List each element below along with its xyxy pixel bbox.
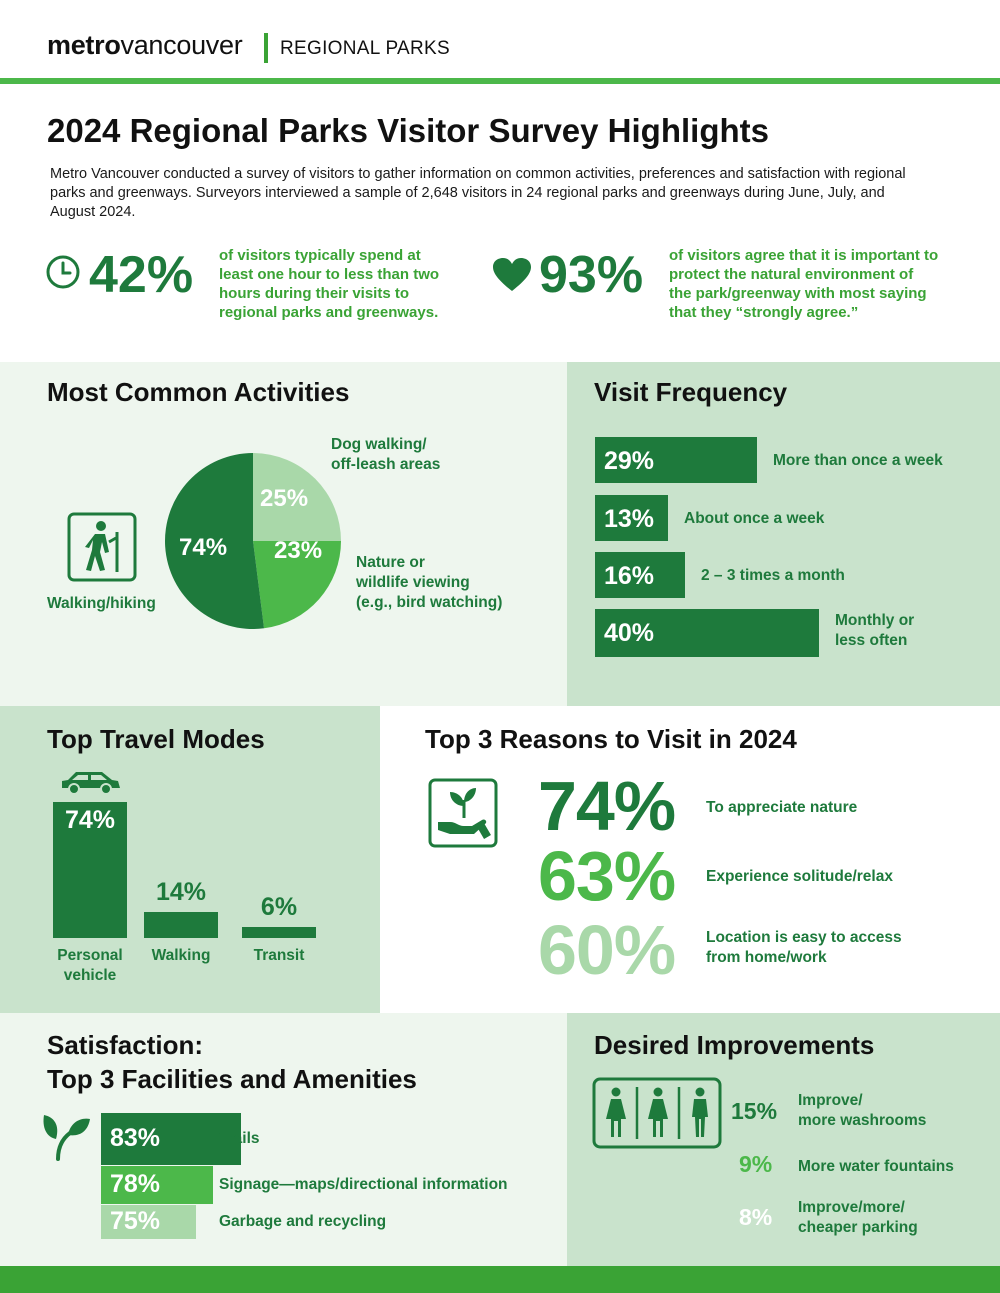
stat-42-value: 42% <box>89 246 194 304</box>
reason-value: 63% <box>538 837 676 915</box>
reason-label: Experience solitude/relax <box>706 868 893 885</box>
hiker-icon <box>67 512 137 587</box>
improvements-panel <box>567 1013 1000 1266</box>
reasons-panel <box>380 706 1000 1013</box>
reason-label: Location is easy to access from home/work <box>706 929 902 966</box>
travel-label: Transit <box>253 947 305 964</box>
pie-dog-value: 25% <box>260 485 309 512</box>
pie-walking-value: 74% <box>179 534 228 561</box>
plant-in-hand-icon <box>428 778 498 853</box>
frequency-label: About once a week <box>684 510 825 527</box>
satisfaction-title-line-1: Satisfaction: <box>47 1030 204 1060</box>
header-rule <box>0 78 1000 84</box>
leaf-sprout-icon <box>40 1109 92 1166</box>
travel-label: Walking <box>151 947 211 964</box>
heart-icon <box>492 257 532 298</box>
washroom-people-icon <box>592 1077 722 1154</box>
reason-label: To appreciate nature <box>706 799 858 816</box>
frequency-label: Monthly or less often <box>835 612 915 649</box>
satisfaction-label: Signage—maps/directional information <box>219 1176 508 1193</box>
travel-label: Personal vehicle <box>57 947 123 984</box>
improvement-label: More water fountains <box>798 1158 954 1175</box>
improvement-value: 15% <box>731 1098 778 1124</box>
frequency-label: More than once a week <box>773 452 943 469</box>
nature-viewing-label: Nature or wildlife viewing (e.g., bird watching) <box>356 554 503 611</box>
stat-42-text: of visitors typically spend at least one hour to less than two hours during their visits to regional parks and greenways. <box>219 247 440 321</box>
frequency-title: Visit Frequency <box>594 377 788 407</box>
page-title: 2024 Regional Parks Visitor Survey Highlights <box>47 112 769 149</box>
travel-value: 14% <box>155 878 207 906</box>
frequency-value: 13% <box>604 505 655 533</box>
satisfaction-label: Trails <box>219 1130 260 1147</box>
frequency-value: 16% <box>604 562 655 590</box>
reason-value: 60% <box>538 911 676 989</box>
car-icon <box>58 770 122 801</box>
travel-title: Top Travel Modes <box>47 724 265 754</box>
travel-value: 6% <box>260 893 298 921</box>
travel-bar <box>144 912 218 938</box>
satisfaction-value: 78% <box>110 1170 161 1198</box>
improvement-label: Improve/more/ cheaper parking <box>798 1199 918 1236</box>
frequency-label: 2 – 3 times a month <box>701 567 845 584</box>
travel-bar <box>242 927 316 938</box>
improvement-label: Improve/ more washrooms <box>798 1092 927 1129</box>
brand-logo: metrovancouver <box>47 30 243 60</box>
satisfaction-value: 83% <box>110 1124 161 1152</box>
stat-93-value: 93% <box>539 246 644 304</box>
frequency-panel <box>567 362 1000 706</box>
intro-paragraph: Metro Vancouver conducted a survey of visitors to gather information on common activities, preferences and satisfaction with regional parks and greenways. Surveyors interviewed a sample of 2,648 visitors in 24 regional parks and greenways during June, July, and August 2024. <box>50 166 906 220</box>
satisfaction-title-line-2: Top 3 Facilities and Amenities <box>47 1064 417 1094</box>
header <box>0 0 1000 84</box>
clock-icon <box>45 254 81 295</box>
frequency-value: 29% <box>604 447 655 475</box>
frequency-value: 40% <box>604 619 655 647</box>
reasons-title: Top 3 Reasons to Visit in 2024 <box>425 724 797 754</box>
satisfaction-value: 75% <box>110 1207 161 1235</box>
satisfaction-label: Garbage and recycling <box>219 1213 387 1230</box>
activities-panel <box>0 362 567 706</box>
improvement-value: 9% <box>739 1151 773 1177</box>
stat-93-text: of visitors agree that it is important to protect the natural environment of the park/greenway with most saying that they “strongly agree.” <box>669 247 939 321</box>
satisfaction-panel <box>0 1013 567 1266</box>
improvements-title: Desired Improvements <box>594 1030 875 1060</box>
brand-divider <box>264 33 268 63</box>
activities-title: Most Common Activities <box>47 377 350 407</box>
travel-panel <box>0 706 380 1013</box>
improvement-value: 8% <box>739 1204 773 1230</box>
travel-value: 74% <box>64 806 116 834</box>
section-label: REGIONAL PARKS <box>280 38 450 59</box>
reason-value: 74% <box>538 767 676 845</box>
dog-walking-label: Dog walking/ off-leash areas <box>331 436 441 473</box>
walking-hiking-label: Walking/hiking <box>47 595 156 612</box>
footer-bar <box>0 1266 1000 1293</box>
pie-nature-value: 23% <box>274 537 323 564</box>
